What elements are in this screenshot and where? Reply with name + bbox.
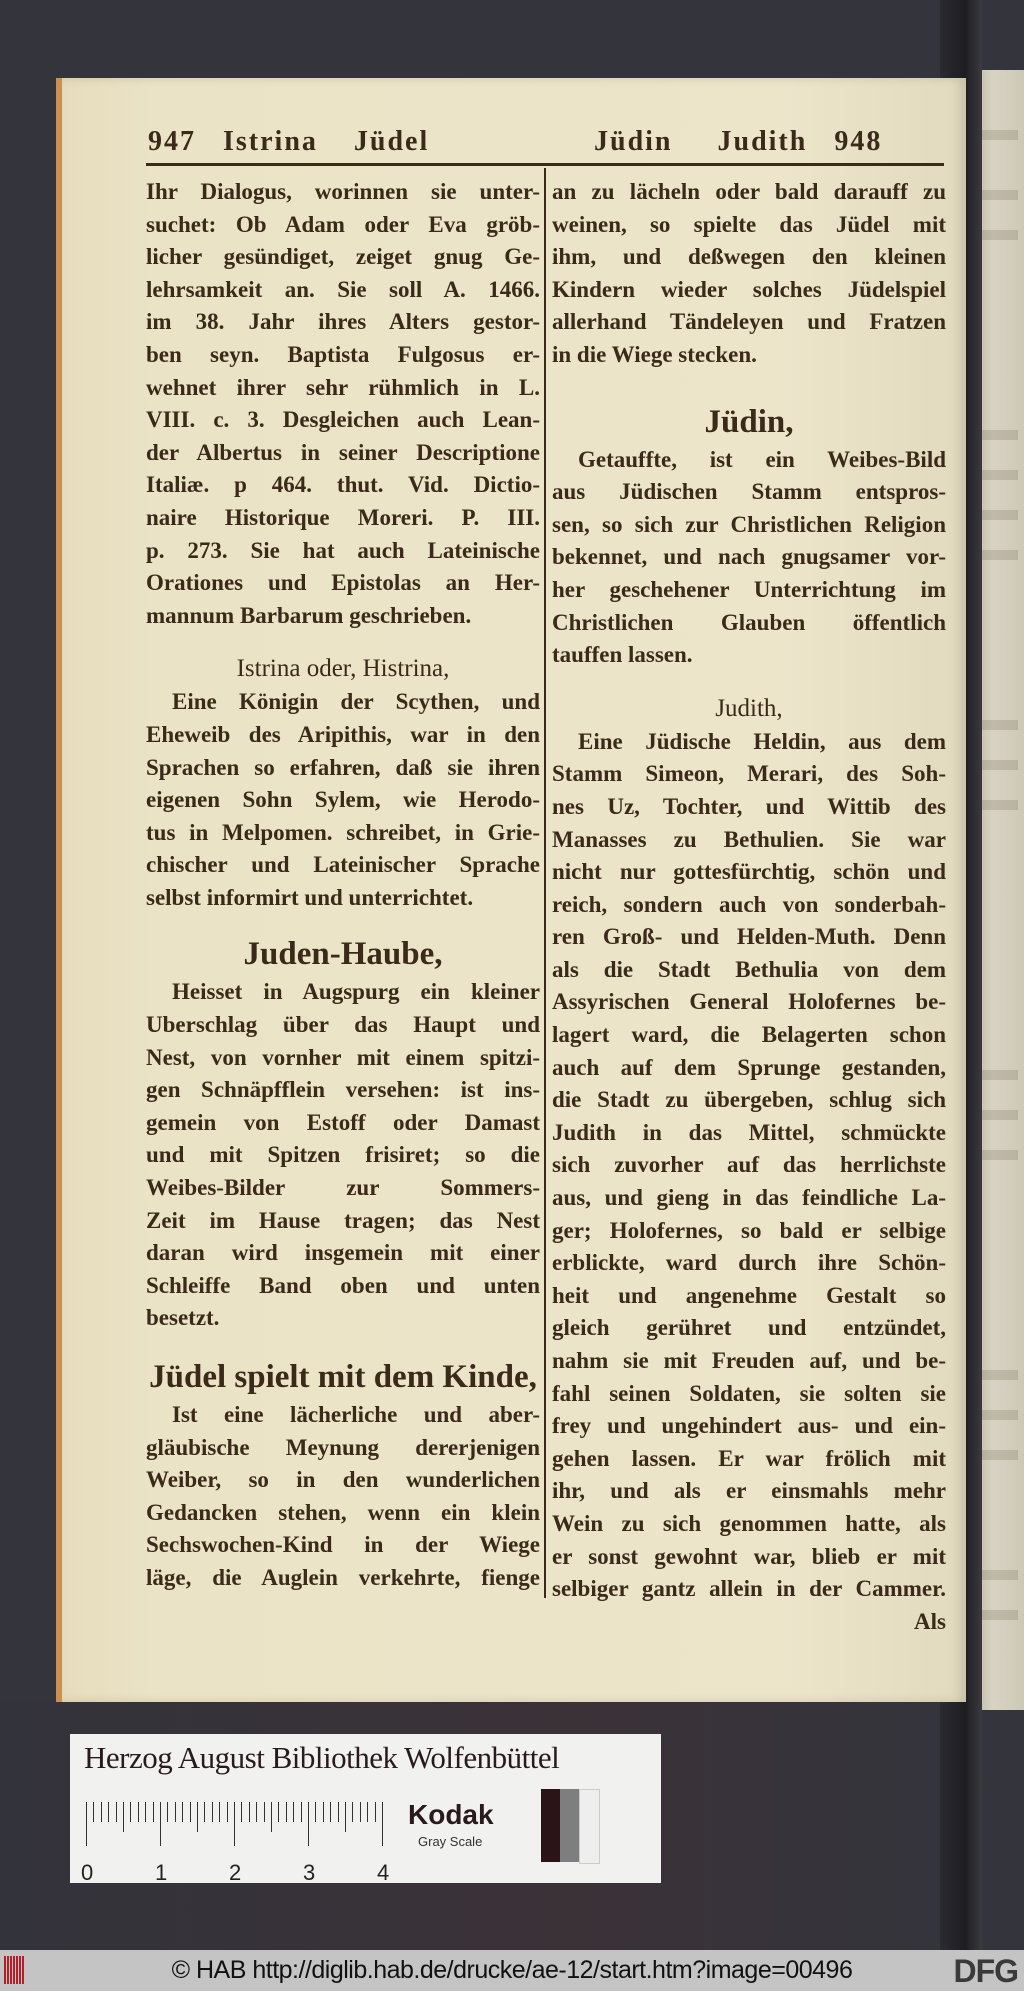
text-line: als die Stadt Bethulia von dem [552,956,946,982]
ruler-tick [123,1802,124,1832]
ruler-tick [315,1802,316,1822]
text-line: sich zuvorher auf das herrlichste [552,1152,946,1178]
header-rule [146,163,944,166]
dfg-logo: DFG [953,1953,1018,1989]
ruler-tick [204,1802,205,1822]
footer-bar [0,1950,1024,1991]
catchword: Jüdin [594,126,673,157]
text-line: Christlichen Glauben öffentlich [552,609,946,635]
text-line: Sechswochen-Kind in der Wiege [146,1532,540,1558]
ruler-tick [367,1802,368,1822]
text-line: Sprachen so erfahren, daß sie ihren [146,754,540,780]
ruler-tick [227,1802,228,1822]
ruler-tick [286,1802,287,1822]
ruler-tick [93,1802,94,1822]
color-patch-gray [560,1789,579,1862]
left-column [146,176,540,1595]
text-line: er sonst gewohnt war, blieb er mit [552,1543,946,1569]
text-line: und mit Spitzen frisiret; so die [146,1142,540,1168]
ruler-tick [241,1802,242,1822]
ruler-tick [116,1802,117,1822]
copyright-link[interactable]: © HAB http://diglib.hab.de/drucke/ae-12/start.htm?image=00496 [171,1956,853,1984]
text-line: Gedancken stehen, wenn ein klein [146,1499,540,1525]
text-line: Kindern wieder solches Jüdelspiel [552,276,946,302]
text-line: selbiger gantz allein in der Cammer. [552,1576,946,1602]
ruler-tick [360,1802,361,1822]
text-line: Stamm Simeon, Merari, des Soh- [552,761,946,787]
text-line: Eine Jüdische Heldin, aus dem [578,728,946,754]
text-line: daran wird insgemein mit einer [146,1240,540,1266]
ruler-label: 1 [155,1860,168,1885]
ruler-label: 0 [81,1860,94,1885]
ruler-tick [130,1802,131,1822]
text-line: p. 273. Sie hat auch Lateinische [146,537,540,563]
header-left [148,126,429,158]
paragraph [146,176,540,632]
text-line: tauffen lassen. [552,642,693,668]
text-line: Nest, von vornher mit einem spitzi- [146,1044,540,1070]
paragraph [146,976,540,1335]
text-line: Ist eine lächerliche und aber- [172,1402,540,1427]
ruler-tick [382,1802,383,1846]
text-line: gen Schnäpfflein versehen: ist ins- [146,1077,540,1103]
text-line: ger; Holofernes, so bald er selbige [552,1217,946,1243]
entry-heading: Judith, [715,694,783,722]
text-line: aus Jüdischen Stamm entspros- [552,479,946,505]
ruler-tick [293,1802,294,1822]
catchword-next-page: Als [914,1608,946,1634]
text-line: Zeit im Hause tragen; das Nest [146,1207,540,1233]
text-line: Eine Königin der Scythen, und [172,689,540,715]
text-line: läge, die Auglein verkehrte, fienge [146,1564,540,1590]
text-line: sen, so sich zur Christlichen Religion [552,511,946,537]
text-line: die Stadt zu übergeben, schlug sich [552,1087,946,1113]
ruler-tick [264,1802,265,1822]
ruler-tick [375,1802,376,1822]
ruler-tick [323,1802,324,1822]
ruler-tick [190,1802,191,1822]
text-line: chischer und Lateinischer Sprache [146,852,540,878]
ruler-label: 4 [377,1860,390,1885]
paragraph [146,686,540,914]
ruler-tick [160,1802,161,1846]
ruler-tick [138,1802,139,1822]
ruler-tick [101,1802,102,1822]
color-card [70,1734,661,1883]
ruler-tick [352,1802,353,1822]
text-line: wehnet ihrer sehr rühmlich in L. [146,374,540,400]
entry-heading: Istrina oder, Histrina, [236,655,450,683]
text-line: der Albertus in seiner Descriptione [146,439,540,465]
text-line: erblickte, ward durch ihre Schön- [552,1250,946,1276]
ruler-tick [108,1802,109,1822]
header-right [594,126,882,158]
library-title: Herzog August Bibliothek Wolfenbüttel [84,1740,560,1775]
text-line: Manasses zu Bethulien. Sie war [552,826,946,852]
text-line: Weibes-Bilder zur Sommers- [146,1175,540,1201]
page-number-left: 947 [148,126,196,157]
ruler-tick [86,1802,87,1846]
paragraph [552,726,946,1606]
entry-heading: Jüdel spielt mit dem Kinde, [149,1359,537,1395]
text-line: Wein zu sich genommen hatte, als [552,1510,946,1536]
ruler-tick [308,1802,309,1846]
ruler-tick [145,1802,146,1822]
text-line: Orationes und Epistolas an Her- [146,570,540,596]
page-number-right: 948 [834,126,883,157]
text-line: Judith in das Mittel, schmückte [552,1119,946,1145]
text-line: fahl seinen Soldaten, sie solten sie [552,1380,946,1406]
catchword: Istrina [223,126,318,157]
ruler-tick [271,1802,272,1832]
ruler-tick [234,1802,235,1846]
text-line: Ihr Dialogus, worinnen sie unter- [146,179,540,204]
text-line: gemein von Estoff oder Damast [146,1109,540,1135]
ruler-tick [219,1802,220,1822]
entry-heading: Juden-Haube, [243,936,443,973]
text-line: in die Wiege stecken. [552,341,757,367]
text-line: reich, sondern auch von sonderbah- [552,891,946,917]
text-line: im 38. Jahr ihres Alters gestor- [146,309,540,335]
color-patch-black [541,1789,560,1862]
paragraph [146,1399,540,1595]
text-line: Schleiffe Band oben und unten [146,1272,540,1298]
ruler-label: 2 [229,1860,242,1885]
ruler-tick [256,1802,257,1822]
ruler-tick [153,1802,154,1822]
text-line: her geschehener Unterrichtung im [552,576,946,602]
ruler-tick [167,1802,168,1822]
text-line: gläubische Meynung dererjenigen [146,1434,540,1460]
text-line: eigenen Sohn Sylem, wie Herodo- [146,787,540,813]
text-line: frey und ungehindert aus- und ein- [552,1413,946,1439]
ruler [81,1802,390,1885]
text-line: nes Uz, Tochter, und Wittib des [552,793,946,819]
text-line: bekennet, und nach gnugsamer vor- [552,544,946,570]
text-line: allerhand Tändeleyen und Fratzen [552,309,946,335]
text-line: aus, und gieng in das feindliche La- [552,1185,946,1211]
ruler-label: 3 [303,1860,316,1885]
ruler-tick [175,1802,176,1822]
text-line: suchet: Ob Adam oder Eva gröb- [146,211,540,237]
ruler-tick [330,1802,331,1822]
text-line: ben seyn. Baptista Fulgosus er- [146,341,540,367]
text-line: weinen, so spielte das Jüdel mit [552,211,946,237]
text-line: Heisset in Augspurg ein kleiner [172,979,540,1005]
text-line: Uberschlag über das Haupt und [146,1012,540,1038]
ruler-tick [197,1802,198,1832]
text-line: lagert ward, die Belagerten schon [552,1022,946,1048]
paragraph [552,444,946,672]
text-line: ihr, und als er einsmahls mehr [552,1478,946,1504]
ruler-tick [338,1802,339,1822]
catchword: Judith [717,126,808,157]
text-line: VIII. c. 3. Desgleichen auch Lean- [146,407,540,433]
column-rule [544,168,546,1598]
ruler-tick [182,1802,183,1822]
catchword: Jüdel [353,126,430,157]
ruler-tick [249,1802,250,1822]
text-line: gehen lassen. Er war frölich mit [552,1445,946,1471]
text-line: auch auf dem Sprunge gestanden, [552,1054,946,1080]
kodak-logo: Kodak [408,1799,494,1830]
ruler-tick [278,1802,279,1822]
text-line: Getauffte, ist ein Weibes-Bild [578,446,946,472]
text-line: besetzt. [146,1305,220,1331]
text-line: Italiæ. p 464. thut. Vid. Dictio- [146,472,540,498]
paragraph [552,176,946,372]
text-line: an zu lächeln oder bald darauff zu [552,179,946,204]
color-patch-white [579,1789,600,1864]
text-line: Weiber, so in den wunderlichen [146,1467,540,1493]
entry-heading: Jüdin, [704,403,794,440]
gray-scale-label: Gray Scale [418,1834,483,1849]
ruler-tick [345,1802,346,1832]
right-column [552,176,946,1638]
text-line: ren Groß- und Helden-Muth. Denn [552,924,946,950]
text-line: Assyrischen General Holofernes be- [552,989,946,1015]
text-line: mannum Barbarum geschrieben. [146,602,472,628]
text-line: nahm sie mit Freuden auf, und be- [552,1348,946,1373]
ruler-tick [301,1802,302,1822]
text-line: lehrsamkeit an. Sie soll A. 1466. [146,276,540,302]
text-line: naire Historique Moreri. P. III. [146,504,540,530]
text-line: ihm, und deßwegen den kleinen [552,244,946,270]
text-line: nicht nur gottesfürchtig, schön und [552,859,946,885]
text-line: tus in Melpomen. schreibet, in Grie- [146,819,540,845]
ruler-tick [212,1802,213,1822]
text-line: selbst informirt und unterrichtet. [146,884,474,910]
text-line: Eheweib des Aripithis, war in den [146,721,540,747]
text-line: gleich gerühret und entzündet, [552,1315,946,1341]
text-line: heit und angenehme Gestalt so [552,1282,946,1308]
text-line: licher gesündiget, zeiget gnug Ge- [146,244,540,270]
